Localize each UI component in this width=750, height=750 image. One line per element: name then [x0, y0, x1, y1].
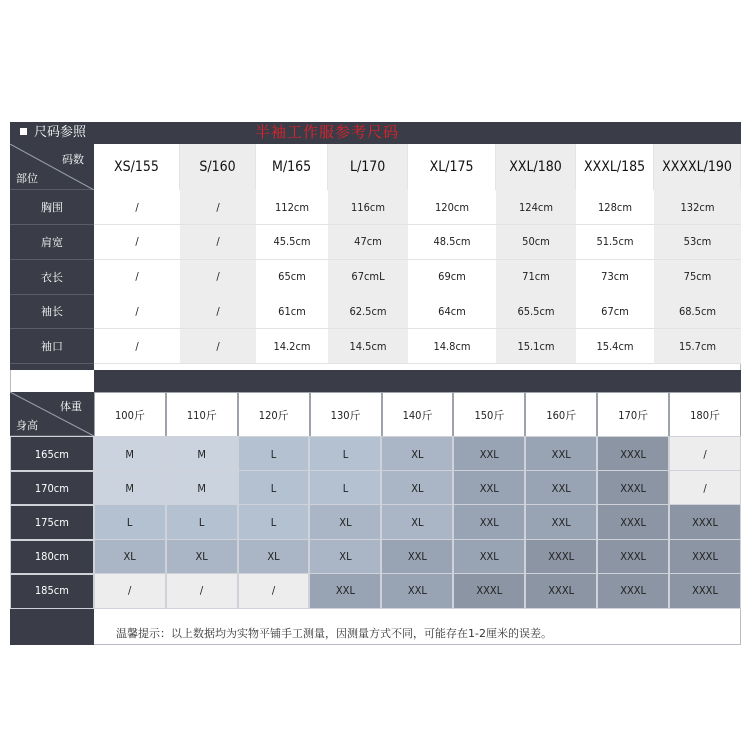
size-header-cell: XXXL/185 — [576, 144, 654, 190]
height-row-label: 175cm — [10, 504, 94, 540]
fit-size-cell: L — [166, 504, 238, 540]
fit-size-cell: L — [309, 436, 381, 472]
fit-size-cell: XL — [381, 470, 453, 506]
size-table-row — [10, 225, 741, 259]
size-table-row — [10, 329, 741, 363]
size-value-cell: 124cm — [496, 190, 576, 225]
size-header-cell: L/170 — [328, 144, 408, 190]
fit-corner-bottom: 身高 — [16, 419, 38, 432]
fit-size-cell: XXXL — [525, 539, 597, 575]
size-value-cell: 15.4cm — [576, 329, 654, 364]
size-value-cell: 65.5cm — [496, 294, 576, 329]
fit-size-cell: XXL — [381, 539, 453, 575]
size-value-cell: 61cm — [256, 294, 328, 329]
size-value-cell: 64cm — [408, 294, 496, 329]
fit-size-cell: XXL — [453, 436, 525, 472]
size-row-label: 胸围 — [10, 190, 94, 225]
size-value-cell: / — [180, 225, 256, 260]
fit-size-cell: XXXL — [669, 573, 741, 609]
size-header-cell: M/165 — [256, 144, 328, 190]
fit-size-cell: XXXL — [669, 539, 741, 575]
size-value-cell: / — [94, 225, 180, 260]
size-value-cell: 67cm — [576, 294, 654, 329]
size-header-cell: XXXXL/190 — [654, 144, 741, 190]
size-data-rows — [10, 190, 741, 370]
weight-header-cell: 140斤 — [382, 392, 454, 438]
fit-size-cell: L — [238, 470, 310, 506]
fit-header-row — [94, 392, 741, 436]
fit-size-cell: XXL — [453, 470, 525, 506]
chart-title: 半袖工作服参考尺码 — [255, 123, 400, 141]
size-value-cell: 128cm — [576, 190, 654, 225]
fit-size-cell: XL — [166, 539, 238, 575]
size-value-cell: 116cm — [328, 190, 408, 225]
fit-size-cell: XL — [381, 436, 453, 472]
header-label — [20, 124, 86, 142]
fit-table-corner — [10, 392, 94, 436]
size-value-cell: 48.5cm — [408, 225, 496, 260]
height-row-label: 180cm — [10, 539, 94, 575]
fit-size-cell: XXXL — [597, 539, 669, 575]
fit-size-cell: M — [166, 470, 238, 506]
height-row-label: 170cm — [10, 470, 94, 506]
fit-size-cell: XXXL — [525, 573, 597, 609]
weight-header-cell: 170斤 — [597, 392, 669, 438]
fit-size-cell: XL — [309, 539, 381, 575]
fit-data-rows — [10, 436, 741, 608]
fit-size-cell: XXXL — [597, 436, 669, 472]
size-value-cell: / — [94, 260, 180, 295]
square-icon — [20, 128, 27, 135]
size-value-cell: / — [180, 190, 256, 225]
size-table-corner — [10, 144, 94, 190]
size-table-row — [10, 260, 741, 294]
weight-header-cell: 120斤 — [238, 392, 310, 438]
fit-size-cell: / — [669, 436, 741, 472]
fit-size-cell: XL — [381, 504, 453, 540]
weight-header-cell: 110斤 — [166, 392, 238, 438]
weight-header-cell: 180斤 — [669, 392, 741, 438]
size-value-cell: 120cm — [408, 190, 496, 225]
size-value-cell: 50cm — [496, 225, 576, 260]
fit-size-cell: M — [94, 470, 166, 506]
size-value-cell: / — [94, 294, 180, 329]
size-corner-bottom: 部位 — [16, 172, 38, 185]
fit-size-cell: XXL — [453, 504, 525, 540]
size-header-cell: XS/155 — [94, 144, 180, 190]
size-value-cell: 67cmL — [328, 260, 408, 295]
size-corner-top: 码数 — [62, 153, 84, 166]
fit-table-row — [10, 470, 741, 504]
fit-size-cell: L — [94, 504, 166, 540]
fit-size-cell: XXXL — [453, 573, 525, 609]
header-label-text: 尺码参照 — [34, 125, 87, 140]
fit-size-cell: M — [166, 436, 238, 472]
size-header-cell: XL/175 — [408, 144, 496, 190]
size-value-cell: / — [180, 329, 256, 364]
fit-size-cell: XL — [94, 539, 166, 575]
weight-header-cell: 130斤 — [310, 392, 382, 438]
fit-table-row — [10, 573, 741, 607]
fit-size-cell: L — [238, 504, 310, 540]
size-value-cell: 75cm — [654, 260, 741, 295]
size-row-label: 袖口 — [10, 329, 94, 364]
size-value-cell: / — [94, 329, 180, 364]
size-value-cell: 47cm — [328, 225, 408, 260]
fit-size-cell: XXL — [453, 539, 525, 575]
fit-size-cell: XL — [238, 539, 310, 575]
size-value-cell: 68.5cm — [654, 294, 741, 329]
size-header-row — [94, 144, 741, 190]
fit-corner-top: 体重 — [60, 400, 82, 413]
size-value-cell: 14.5cm — [328, 329, 408, 364]
size-value-cell: 62.5cm — [328, 294, 408, 329]
fit-size-cell: XXL — [525, 470, 597, 506]
fit-table-row — [10, 539, 741, 573]
size-row-label: 袖长 — [10, 294, 94, 329]
fit-size-cell: XXXL — [597, 573, 669, 609]
height-row-label: 165cm — [10, 436, 94, 472]
fit-size-cell: XXXL — [669, 504, 741, 540]
size-value-cell: 53cm — [654, 225, 741, 260]
size-value-cell: 15.7cm — [654, 329, 741, 364]
size-value-cell: / — [94, 190, 180, 225]
size-row-label: 肩宽 — [10, 225, 94, 260]
fit-size-cell: / — [669, 470, 741, 506]
fit-size-cell: / — [238, 573, 310, 609]
size-table-row — [10, 190, 741, 224]
measurement-note: 温馨提示：以上数据均为实物平铺手工测量，因测量方式不同，可能存在1-2厘米的误差。 — [116, 627, 552, 640]
fit-size-cell: L — [238, 436, 310, 472]
size-value-cell: 132cm — [654, 190, 741, 225]
size-value-cell: 14.2cm — [256, 329, 328, 364]
fit-size-cell: XXXL — [597, 470, 669, 506]
size-value-cell: 112cm — [256, 190, 328, 225]
size-value-cell: 69cm — [408, 260, 496, 295]
size-table-row — [10, 294, 741, 328]
section-separator — [94, 370, 741, 392]
size-value-cell: 51.5cm — [576, 225, 654, 260]
fit-size-cell: / — [166, 573, 238, 609]
fit-size-cell: L — [309, 470, 381, 506]
size-header-cell: S/160 — [180, 144, 256, 190]
size-header-cell: XXL/180 — [496, 144, 576, 190]
fit-size-cell: XXL — [525, 436, 597, 472]
weight-header-cell: 150斤 — [453, 392, 525, 438]
fit-size-cell: / — [94, 573, 166, 609]
weight-header-cell: 100斤 — [94, 392, 166, 438]
size-value-cell: / — [180, 294, 256, 329]
size-row-label: 衣长 — [10, 260, 94, 295]
fit-size-cell: XXXL — [597, 504, 669, 540]
size-value-cell: 71cm — [496, 260, 576, 295]
size-value-cell: 14.8cm — [408, 329, 496, 364]
fit-size-cell: XXL — [381, 573, 453, 609]
fit-size-cell: M — [94, 436, 166, 472]
fit-table-row — [10, 436, 741, 470]
size-value-cell: 15.1cm — [496, 329, 576, 364]
fit-size-cell: XXL — [309, 573, 381, 609]
fit-size-cell: XXL — [525, 504, 597, 540]
size-value-cell: 73cm — [576, 260, 654, 295]
fit-table-row — [10, 504, 741, 538]
size-value-cell: 45.5cm — [256, 225, 328, 260]
weight-header-cell: 160斤 — [525, 392, 597, 438]
size-value-cell: / — [180, 260, 256, 295]
fit-size-cell: XL — [309, 504, 381, 540]
size-value-cell: 65cm — [256, 260, 328, 295]
height-row-label: 185cm — [10, 573, 94, 609]
